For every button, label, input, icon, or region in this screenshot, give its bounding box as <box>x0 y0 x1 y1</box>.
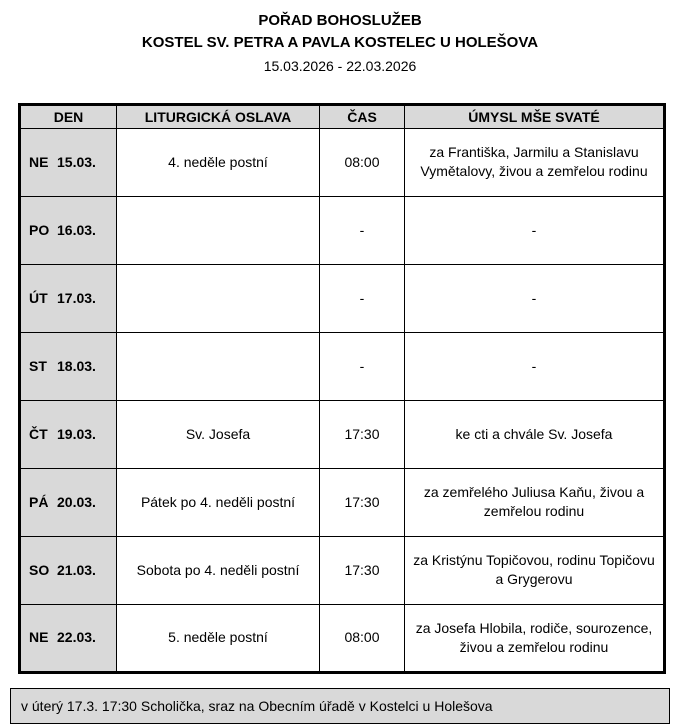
day-date: 16.03. <box>57 221 96 238</box>
day-abbreviation: ČT <box>29 425 48 442</box>
document-header <box>0 0 680 77</box>
table-header-row <box>20 104 665 128</box>
celebration-cell <box>117 196 320 264</box>
table-row <box>20 264 665 332</box>
day-abbreviation: SO <box>29 561 50 578</box>
day-date: 21.03. <box>57 561 96 578</box>
den-cell <box>20 604 117 672</box>
intention-cell: za Josefa Hlobila, rodiče, sourozence, živou a zemřelou rodinu <box>405 604 665 672</box>
den-cell <box>20 128 117 196</box>
day-date: 18.03. <box>57 357 96 374</box>
day-date: 15.03. <box>57 153 96 170</box>
time-cell: 08:00 <box>320 604 405 672</box>
den-cell <box>20 400 117 468</box>
col-header-cas: ČAS <box>320 104 405 128</box>
celebration-cell <box>117 264 320 332</box>
day-date: 19.03. <box>57 425 96 442</box>
church-name: KOSTEL SV. PETRA A PAVLA KOSTELEC U HOLEŠOVA <box>141 33 539 51</box>
celebration-cell: 5. neděle postní <box>117 604 320 672</box>
date-range: 15.03.2026 - 22.03.2026 <box>263 57 417 74</box>
table-row <box>20 604 665 672</box>
table-row <box>20 196 665 264</box>
day-date: 17.03. <box>57 289 96 306</box>
intention-cell: - <box>405 264 665 332</box>
day-abbreviation: PÁ <box>29 493 49 510</box>
col-header-liturgicka-oslava: LITURGICKÁ OSLAVA <box>117 104 320 128</box>
den-cell <box>20 536 117 604</box>
celebration-cell: 4. neděle postní <box>117 128 320 196</box>
time-cell: 17:30 <box>320 468 405 536</box>
celebration-cell: Sobota po 4. neděli postní <box>117 536 320 604</box>
time-cell: 17:30 <box>320 400 405 468</box>
table-row <box>20 400 665 468</box>
intention-cell: ke cti a chvále Sv. Josefa <box>405 400 665 468</box>
time-cell: 08:00 <box>320 128 405 196</box>
intention-cell: - <box>405 332 665 400</box>
time-cell: - <box>320 332 405 400</box>
den-cell <box>20 264 117 332</box>
day-date: 20.03. <box>57 493 96 510</box>
time-cell: - <box>320 264 405 332</box>
day-abbreviation: ÚT <box>29 289 48 306</box>
table-row <box>20 536 665 604</box>
celebration-cell: Sv. Josefa <box>117 400 320 468</box>
intention-cell: za Kristýnu Topičovou, rodinu Topičovu a Grygerovu <box>405 536 665 604</box>
intention-cell: za zemřelého Juliusa Kaňu, živou a zemřelou rodinu <box>405 468 665 536</box>
footer-note: v úterý 17.3. 17:30 Scholička, sraz na Obecním úřadě v Kostelci u Holešova <box>10 688 670 724</box>
celebration-cell <box>117 332 320 400</box>
day-abbreviation: NE <box>29 153 49 170</box>
den-cell <box>20 196 117 264</box>
intention-cell: - <box>405 196 665 264</box>
time-cell: 17:30 <box>320 536 405 604</box>
table-row <box>20 128 665 196</box>
intention-cell: za Františka, Jarmilu a Stanislavu Vymětalovy, živou a zemřelou rodinu <box>405 128 665 196</box>
document-title: POŘAD BOHOSLUŽEB <box>258 12 422 29</box>
time-cell: - <box>320 196 405 264</box>
den-cell <box>20 332 117 400</box>
den-cell <box>20 468 117 536</box>
day-date: 22.03. <box>57 629 96 646</box>
table-row <box>20 332 665 400</box>
day-abbreviation: PO <box>29 221 50 238</box>
celebration-cell: Pátek po 4. neděli postní <box>117 468 320 536</box>
table-row <box>20 468 665 536</box>
col-header-den: DEN <box>20 104 117 128</box>
schedule-table <box>18 103 666 674</box>
col-header-umysl: ÚMYSL MŠE SVATÉ <box>405 104 665 128</box>
day-abbreviation: NE <box>29 629 49 646</box>
day-abbreviation: ST <box>29 357 47 374</box>
